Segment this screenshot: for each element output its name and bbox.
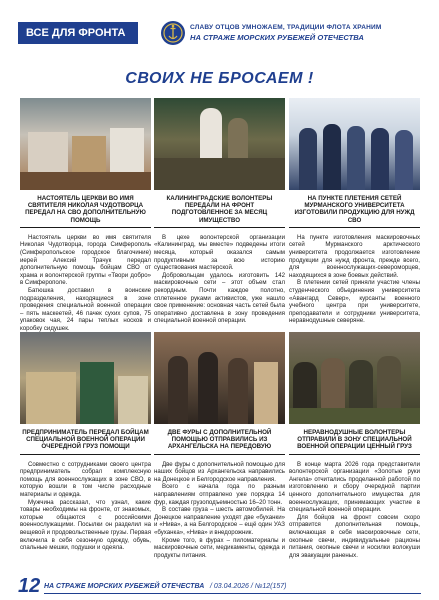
- article-2-paragraph: В цехе волонтерской организации «Калининград, мы вместе» подведены итоги месяца, который оказался самым продуктивным за всю историю существования мастерской.: [154, 233, 285, 272]
- article-1-photo: [20, 98, 151, 190]
- footer-issue: / 03.04.2026 / №12(157): [210, 583, 287, 590]
- article-6: [289, 332, 420, 559]
- article-3: [289, 98, 420, 325]
- article-4-paragraph: Мужчина рассказал, что узнал, какие товары необходимы на фронте, от знакомых, которые общаются с российскими военнослужащими. Посылки он разделил на вещевой и продовольственные грузы. Первая включила в себя сезонную одежду, обувь, спальные мешки, подушки и одеяла.: [20, 498, 151, 552]
- article-2: [154, 98, 285, 325]
- page-number: 12: [18, 575, 41, 597]
- article-6-paragraph: Для бойцов на фронт совсем скоро отправится дополнительная помощь, включающая в себя маскировочные сети, окопные свечи, индивидуальные рационы питания, окопные свечи и носилки волокуши для эвакуации раненых.: [289, 513, 420, 559]
- naval-emblem-icon: [160, 20, 186, 46]
- article-2-body: [154, 234, 285, 325]
- article-6-body: [289, 461, 420, 560]
- article-2-paragraph: Добровольцам удалось изготовить 142 маскировочные сети – этот объем стал рекордным. Почти каждое полотно, сплетенное руками активистов, уже нашло свое применение: основная часть сетей была оперативно доставлена в зону проведения специальной военной операции.: [154, 271, 285, 325]
- article-2-caption: КАЛИНИНГРАДСКИЕ ВОЛОНТЕРЫ ПЕРЕДАЛИ НА ФРОНТ ПОДГОТОВЛЕННОЕ ЗА МЕСЯЦ ИМУЩЕСТВО: [154, 195, 285, 228]
- page-footer: [0, 573, 439, 600]
- section-tag: ВСЕ ДЛЯ ФРОНТА: [18, 22, 138, 44]
- article-3-body: [289, 234, 420, 325]
- article-4-body: [20, 461, 151, 552]
- article-4-paragraph: Совместно с сотрудниками своего центра предприниматель собрал комплексную помощь для военнослужащих в зоне СВО, в которую вошли в том числе расходные материалы и одежда.: [20, 460, 151, 498]
- article-2-photo: [154, 98, 285, 190]
- article-4-photo: [20, 332, 151, 424]
- article-4: [20, 332, 151, 552]
- article-5: [154, 332, 285, 559]
- article-1: [20, 98, 151, 333]
- publication-title: НА СТРАЖЕ МОРСКИХ РУБЕЖЕЙ ОТЕЧЕСТВА: [190, 33, 364, 42]
- footer-divider: [44, 593, 421, 594]
- article-5-paragraph: Две фуры с дополнительной помощью для наших бойцов из Архангельска направились на Донецкое и Белгородское направления.: [154, 460, 285, 483]
- article-6-photo: [289, 332, 420, 424]
- article-1-paragraph: Батюшка доставил в воинские подразделения, находящиеся в зоне проведения специальной военной операции – пять маскеетей, 46 пачек сухих супов, 75 упаковок чая, 24 пары теплых носков и коробку сидушек.: [20, 286, 151, 332]
- article-5-photo: [154, 332, 285, 424]
- article-3-caption: НА ПУНКТЕ ПЛЕТЕНИЯ СЕТЕЙ МУРМАНСКОГО УНИВЕРСИТЕТА ИЗГОТОВИЛИ ПРОДУКЦИЮ ДЛЯ НУЖД СВО: [289, 195, 420, 228]
- article-6-caption: НЕРАВНОДУШНЫЕ ВОЛОНТЕРЫ ОТПРАВИЛИ В ЗОНУ СПЕЦИАЛЬНОЙ ВОЕННОЙ ОПЕРАЦИИ ЦЕННЫЙ ГРУЗ: [289, 429, 420, 455]
- article-1-paragraph: Настоятель церкви во имя святителя Николая Чудотворца, города Симферополь (Симферопольское городское благочиние) иерей Алексий Трачук передал дополнительную помощь бойцам СВО от храма и волонтерской группы «Твори добро» в Симферополе.: [20, 233, 151, 287]
- article-1-body: [20, 234, 151, 333]
- article-5-paragraph: В составе груза – шесть автомобилей. На Донецкое направление уходят две «буханки» и «Нива», а на Белгородское – ещё один УАЗ «буханка», «Нива» и внедорожник.: [154, 506, 285, 536]
- article-6-paragraph: В конце марта 2026 года представители волонтерской организации «Золотые руки Ангела» отчитались проделанной работой по изготовлению и сбору очередной партии ценного дополнительного имущества для военнослужащих, принимающих участие в специальной военной операции.: [289, 460, 420, 514]
- article-5-caption: ДВЕ ФУРЫ С ДОПОЛНИТЕЛЬНОЙ ПОМОЩЬЮ ОТПРАВИЛИСЬ ИЗ АРХАНГЕЛЬСКА НА ПЕРЕДОВУЮ: [154, 429, 285, 455]
- article-5-body: [154, 461, 285, 560]
- article-5-paragraph: Кроме того, в фурах – пиломатериалы и маскировочные сети, медикаменты, одежда и продукты питания.: [154, 536, 285, 559]
- article-1-caption: НАСТОЯТЕЛЬ ЦЕРКВИ ВО ИМЯ СВЯТИТЕЛЯ НИКОЛАЯ ЧУДОТВОРЦА ПЕРЕДАЛ НА СВО ДОПОЛНИТЕЛЬНУЮ ПОМОЩЬ: [20, 195, 151, 228]
- article-3-paragraph: На пункте изготовления маскировочных сетей Мурманского арктического университета продолжается изготовление продукции для нужд фронта, прежде всего, для военнослужащих-североморцев, находящихся в зоне боевых действий.: [289, 233, 420, 279]
- masthead: [190, 24, 435, 42]
- page-headline: СВОИХ НЕ БРОСАЕМ !: [125, 70, 314, 87]
- article-3-paragraph: В плетении сетей приняли участие члены студенческого объединения университета «Авангард Север», курсанты военного учебного центра при университете, преподаватели и сотрудники университета, неравнодушные северяне.: [289, 279, 420, 325]
- article-3-photo: [289, 98, 420, 190]
- motto: СЛАВУ ОТЦОВ УМНОЖАЕМ, ТРАДИЦИИ ФЛОТА ХРАНИМ: [190, 24, 382, 31]
- footer-publication: НА СТРАЖЕ МОРСКИХ РУБЕЖЕЙ ОТЕЧЕСТВА: [44, 583, 205, 590]
- article-5-paragraph: Всего с начала года по разным направлениям отправлено уже порядка 14 фур, каждая грузоподъемностью 16–20 тонн.: [154, 483, 285, 506]
- page-header: [0, 0, 439, 52]
- article-4-caption: ПРЕДПРИНИМАТЕЛЬ ПЕРЕДАЛ БОЙЦАМ СПЕЦИАЛЬНОЙ ВОЕННОЙ ОПЕРАЦИИ ОЧЕРЕДНОЙ ГРУЗ ПОМОЩИ: [20, 429, 151, 455]
